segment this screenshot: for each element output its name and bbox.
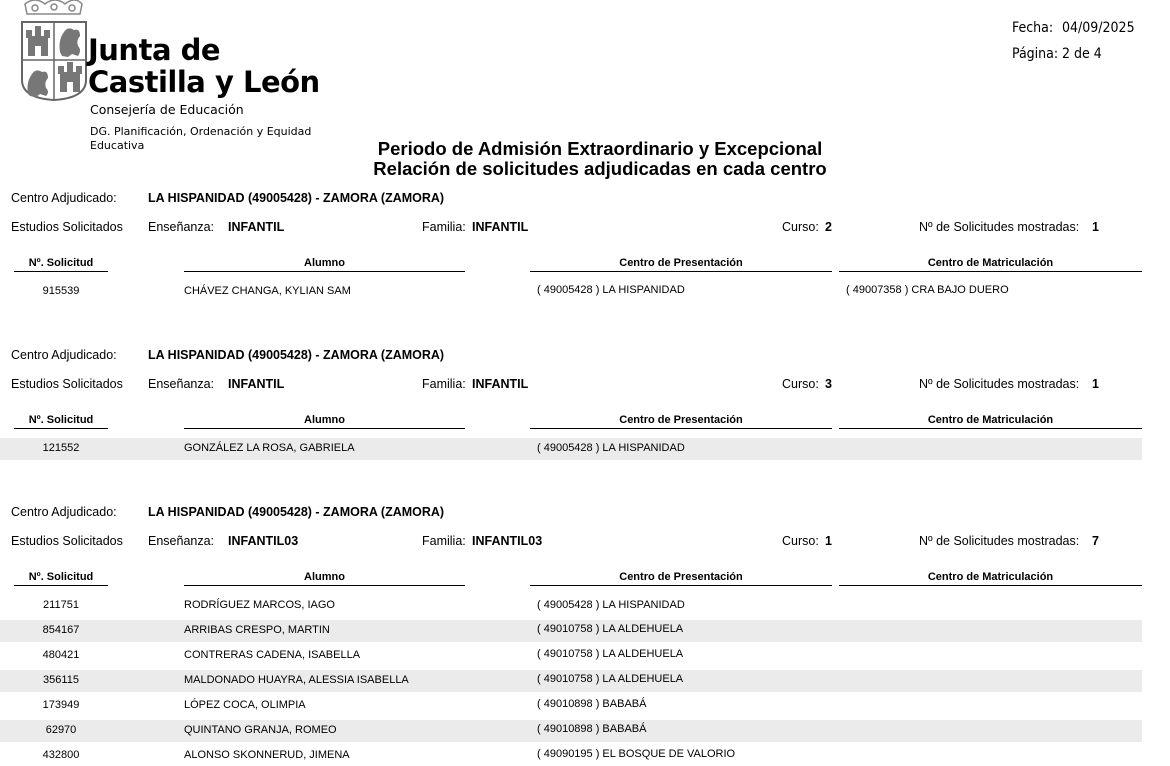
num-solicitudes-label: Nº de Solicitudes mostradas: bbox=[919, 377, 1080, 391]
cell-alumno: LÓPEZ COCA, OLIMPIA bbox=[184, 699, 306, 711]
familia-label: Familia: bbox=[422, 220, 466, 234]
estudios-label: Estudios Solicitados bbox=[11, 220, 123, 234]
estudios-label: Estudios Solicitados bbox=[11, 377, 123, 391]
cell-alumno: ALONSO SKONNERUD, JIMENA bbox=[184, 749, 350, 761]
col-header-matriculacion: Centro de Matriculación bbox=[839, 413, 1142, 429]
col-header-presentacion: Centro de Presentación bbox=[530, 256, 832, 272]
familia-label: Familia: bbox=[422, 377, 466, 391]
curso-value: 3 bbox=[825, 377, 832, 391]
num-solicitudes-value: 1 bbox=[1092, 220, 1099, 234]
cell-solicitud: 173949 bbox=[42, 699, 80, 711]
cell-solicitud: 356115 bbox=[43, 674, 79, 686]
ensenanza-label: Enseñanza: bbox=[148, 534, 215, 548]
num-solicitudes-label: Nº de Solicitudes mostradas: bbox=[919, 534, 1080, 548]
familia-value: INFANTIL bbox=[472, 220, 529, 234]
col-header-solicitud: Nº. Solicitud bbox=[14, 413, 108, 429]
col-header-alumno: Alumno bbox=[184, 256, 465, 272]
cell-alumno: MALDONADO HUAYRA, ALESSIA ISABELLA bbox=[184, 674, 409, 686]
num-solicitudes-value: 1 bbox=[1092, 377, 1099, 391]
table-row bbox=[0, 620, 1142, 642]
cell-presentacion: ( 49010758 ) LA ALDEHUELA bbox=[537, 623, 684, 635]
pagina-label: Página: bbox=[1012, 46, 1059, 62]
cell-alumno: ARRIBAS CRESPO, MARTIN bbox=[184, 624, 330, 636]
cell-solicitud: 854167 bbox=[42, 624, 80, 636]
familia-value: INFANTIL bbox=[472, 377, 529, 391]
centro-adjudicado-label: Centro Adjudicado: bbox=[11, 191, 117, 205]
col-header-presentacion: Centro de Presentación bbox=[530, 570, 832, 586]
cell-alumno: RODRÍGUEZ MARCOS, IAGO bbox=[184, 599, 335, 611]
num-solicitudes-value: 7 bbox=[1092, 534, 1099, 548]
table-row bbox=[0, 438, 1142, 460]
col-header-alumno: Alumno bbox=[184, 570, 465, 586]
col-header-solicitud: Nº. Solicitud bbox=[14, 256, 108, 272]
curso-label: Curso: bbox=[782, 534, 819, 548]
cell-solicitud: 62970 bbox=[45, 724, 77, 736]
col-header-solicitud: Nº. Solicitud bbox=[14, 570, 108, 586]
report-title-line-2: Relación de solicitudes adjudicadas en cada centro bbox=[373, 158, 827, 179]
ensenanza-label: Enseñanza: bbox=[148, 220, 215, 234]
pagina-line bbox=[1012, 46, 1102, 62]
cell-alumno: GONZÁLEZ LA ROSA, GABRIELA bbox=[184, 442, 355, 454]
centro-adjudicado-value: LA HISPANIDAD (49005428) - ZAMORA (ZAMORA) bbox=[148, 191, 445, 205]
col-header-alumno: Alumno bbox=[184, 413, 465, 429]
curso-label: Curso: bbox=[782, 220, 819, 234]
cell-presentacion: ( 49005428 ) LA HISPANIDAD bbox=[537, 284, 685, 296]
table-row bbox=[0, 745, 1142, 766]
table-row bbox=[0, 670, 1142, 692]
familia-label: Familia: bbox=[422, 534, 466, 548]
curso-label: Curso: bbox=[782, 377, 819, 391]
fecha-value: 04/09/2025 bbox=[1062, 20, 1135, 36]
ensenanza-value: INFANTIL03 bbox=[228, 534, 299, 548]
pagina-value: 2 de 4 bbox=[1062, 46, 1102, 62]
ensenanza-value: INFANTIL bbox=[228, 220, 285, 234]
cell-presentacion: ( 49005428 ) LA HISPANIDAD bbox=[537, 442, 685, 454]
centro-adjudicado-value: LA HISPANIDAD (49005428) - ZAMORA (ZAMORA) bbox=[148, 348, 445, 362]
cell-matriculacion: ( 49007358 ) CRA BAJO DUERO bbox=[846, 284, 1009, 296]
consejeria-label: Consejería de Educación bbox=[90, 102, 244, 117]
cell-solicitud: 915539 bbox=[42, 285, 80, 297]
num-solicitudes-label: Nº de Solicitudes mostradas: bbox=[919, 220, 1080, 234]
centro-adjudicado-label: Centro Adjudicado: bbox=[11, 348, 117, 362]
curso-value: 1 bbox=[825, 534, 832, 548]
report-title-line-1: Periodo de Admisión Extraordinario y Excepcional bbox=[377, 138, 823, 159]
table-row bbox=[0, 281, 1142, 303]
cell-alumno: CONTRERAS CADENA, ISABELLA bbox=[184, 649, 361, 661]
centro-adjudicado-value: LA HISPANIDAD (49005428) - ZAMORA (ZAMORA) bbox=[148, 505, 445, 519]
fecha-line bbox=[1012, 20, 1135, 36]
cell-solicitud: 121552 bbox=[42, 442, 80, 454]
cell-presentacion: ( 49090195 ) EL BOSQUE DE VALORIO bbox=[537, 748, 736, 760]
fecha-label: Fecha: bbox=[1012, 20, 1054, 36]
cell-alumno: QUINTANO GRANJA, ROMEO bbox=[184, 724, 337, 736]
estudios-label: Estudios Solicitados bbox=[11, 534, 123, 548]
familia-value: INFANTIL03 bbox=[472, 534, 543, 548]
cell-presentacion: ( 49010898 ) BABABÁ bbox=[537, 723, 647, 735]
table-row bbox=[0, 720, 1142, 742]
cell-presentacion: ( 49010758 ) LA ALDEHUELA bbox=[537, 648, 684, 660]
dg-label: DG. Planificación, Ordenación y Equidad Educativa bbox=[90, 125, 312, 152]
cell-presentacion: ( 49010758 ) LA ALDEHUELA bbox=[537, 673, 684, 685]
table-row bbox=[0, 695, 1142, 717]
table-row bbox=[0, 645, 1142, 667]
cell-solicitud: 432800 bbox=[42, 749, 80, 761]
cell-presentacion: ( 49005428 ) LA HISPANIDAD bbox=[537, 599, 685, 611]
cell-solicitud: 480421 bbox=[42, 649, 80, 661]
ensenanza-value: INFANTIL bbox=[228, 377, 285, 391]
cell-presentacion: ( 49010898 ) BABABÁ bbox=[537, 698, 647, 710]
brand-line-1: Junta de bbox=[88, 33, 221, 67]
col-header-matriculacion: Centro de Matriculación bbox=[839, 570, 1142, 586]
cell-alumno: CHÁVEZ CHANGA, KYLIAN SAM bbox=[184, 285, 351, 297]
brand-line-2: Castilla y León bbox=[88, 65, 320, 99]
col-header-presentacion: Centro de Presentación bbox=[530, 413, 832, 429]
cell-solicitud: 211751 bbox=[43, 599, 79, 611]
centro-adjudicado-label: Centro Adjudicado: bbox=[11, 505, 117, 519]
table-row bbox=[0, 595, 1142, 617]
curso-value: 2 bbox=[825, 220, 832, 234]
col-header-matriculacion: Centro de Matriculación bbox=[839, 256, 1142, 272]
ensenanza-label: Enseñanza: bbox=[148, 377, 215, 391]
